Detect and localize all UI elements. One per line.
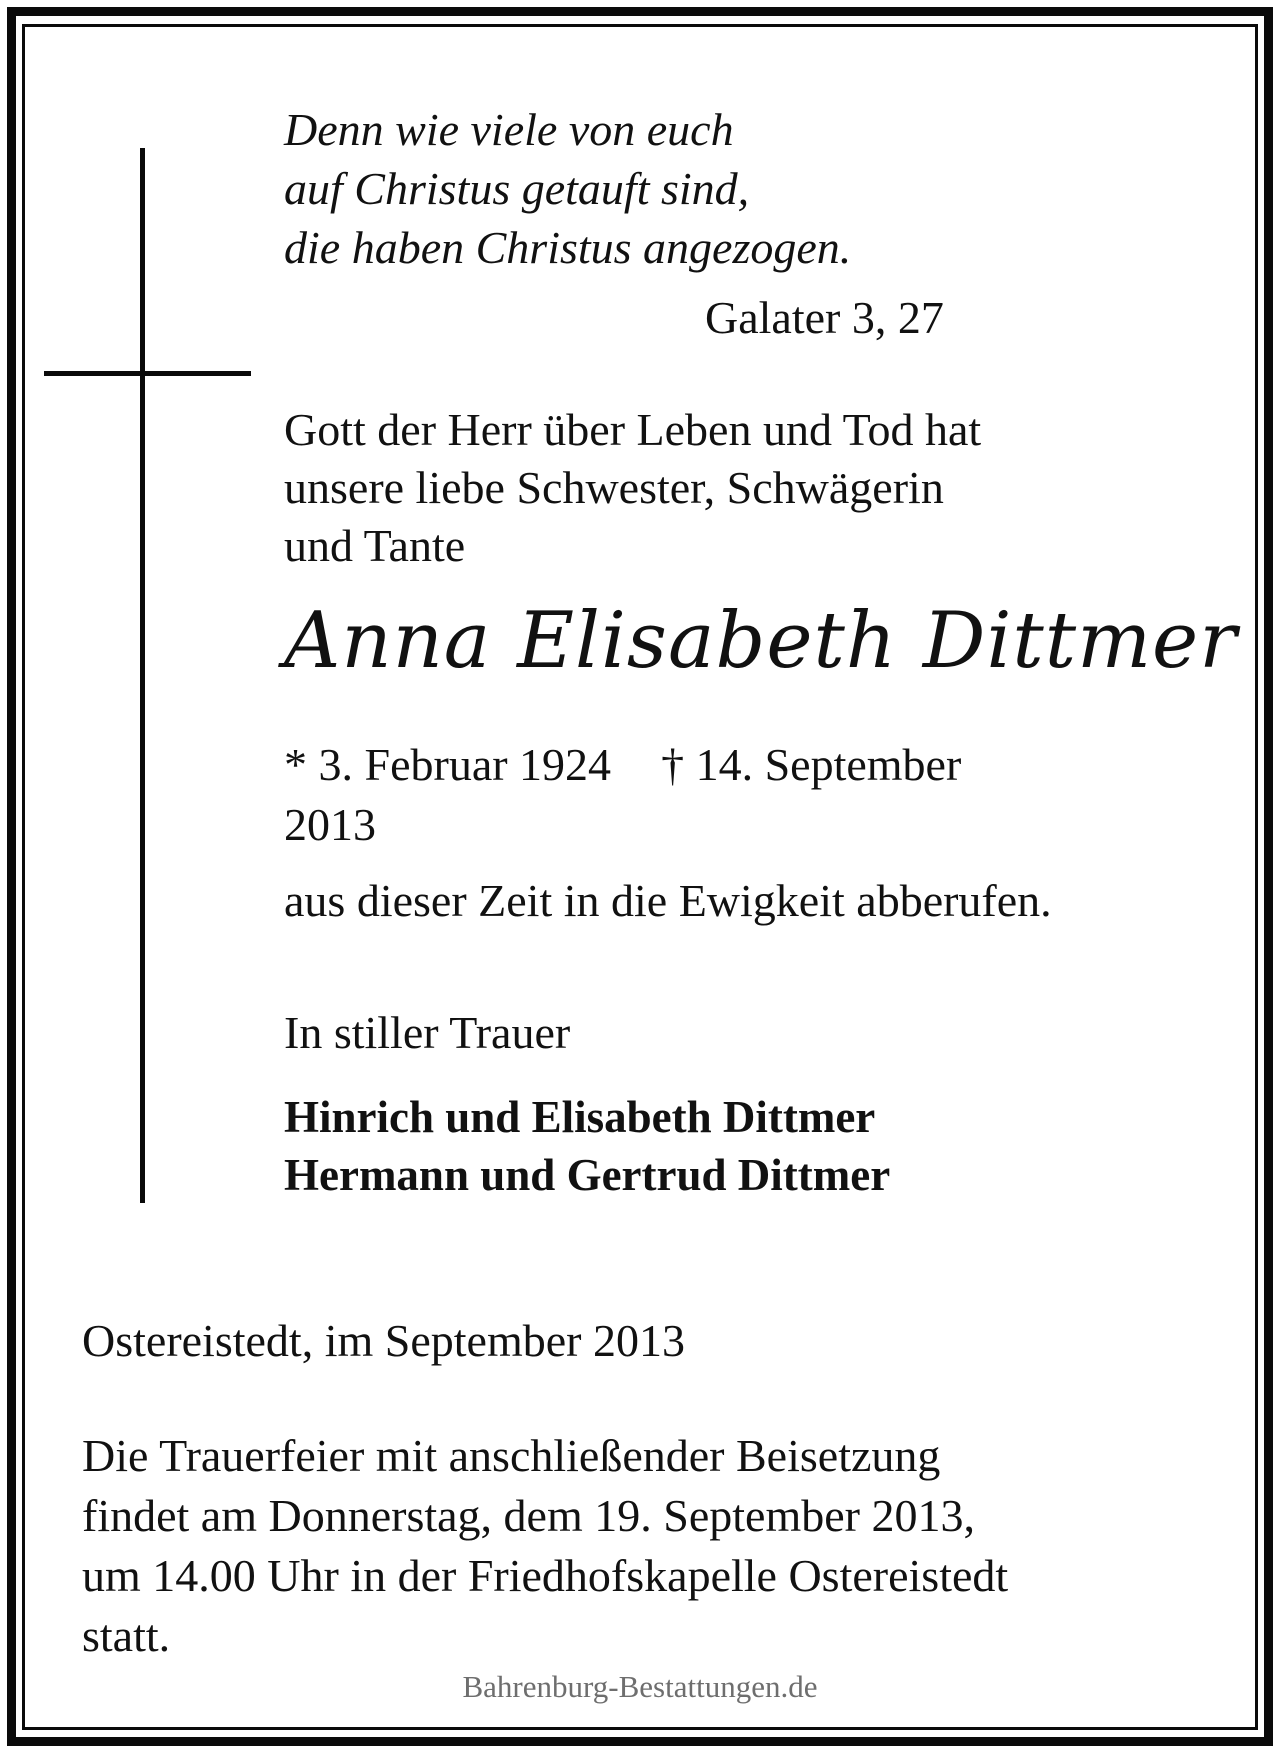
announcement-line: Gott der Herr über Leben und Tod hat	[284, 404, 982, 455]
bible-quote-line: Denn wie viele von euch	[284, 104, 734, 155]
deceased-name: Anna Elisabeth Dittmer	[284, 596, 1238, 686]
mourners-list	[284, 1088, 890, 1204]
bible-quote-line: die haben Christus angezogen.	[284, 222, 852, 273]
life-dates-line	[284, 735, 961, 795]
footer-credit: Bahrenburg-Bestattungen.de	[462, 1669, 818, 1704]
birth-date: * 3. Februar 1924	[284, 739, 612, 790]
cross-icon-horizontal-bar	[44, 371, 251, 376]
funeral-line: findet am Donnerstag, dem 19. September 2013,	[82, 1490, 975, 1541]
place-and-date: Ostereistedt, im September 2013	[82, 1315, 685, 1366]
bible-quote-reference: Galater 3, 27	[705, 292, 944, 343]
mourner-name: Hermann und Gertrud Dittmer	[284, 1150, 891, 1200]
funeral-line: um 14.00 Uhr in der Friedhofskapelle Ostereistedt	[82, 1550, 1009, 1601]
life-dates	[284, 735, 961, 855]
cross-icon-vertical-bar	[140, 148, 145, 1203]
bible-quote	[284, 100, 851, 277]
announcement-line: und Tante	[284, 520, 466, 571]
called-away-text: aus dieser Zeit in die Ewigkeit abberufen.	[284, 875, 1052, 926]
funeral-line: statt.	[82, 1610, 171, 1661]
announcement-line: unsere liebe Schwester, Schwägerin	[284, 462, 944, 513]
bible-quote-line: auf Christus getauft sind,	[284, 163, 750, 214]
funeral-details	[82, 1426, 1008, 1666]
death-year: 2013	[284, 799, 376, 850]
mourning-phrase: In stiller Trauer	[284, 1007, 571, 1058]
death-date: † 14. September	[661, 739, 962, 790]
mourner-name: Hinrich und Elisabeth Dittmer	[284, 1092, 876, 1142]
announcement-text	[284, 401, 981, 575]
funeral-line: Die Trauerfeier mit anschließender Beisetzung	[82, 1430, 941, 1481]
